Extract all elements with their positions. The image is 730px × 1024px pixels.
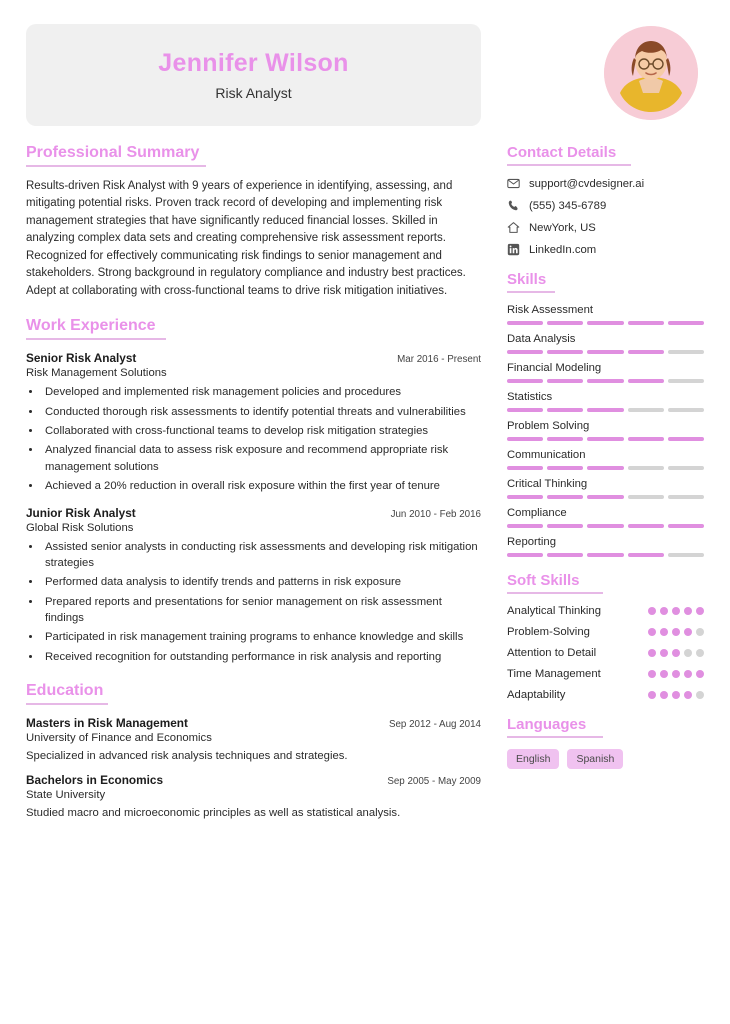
skill-segment	[628, 408, 664, 412]
rating-dot	[684, 670, 692, 678]
list-item: • Analyzed financial data to assess risk exposure and recommend appropriate risk management solutions	[42, 442, 481, 475]
section-languages	[507, 716, 704, 769]
skill-segment	[628, 495, 664, 499]
job-header	[26, 351, 481, 365]
degree-title: Bachelors in Economics	[26, 773, 164, 788]
rating-dot	[660, 607, 668, 615]
section-title: Contact Details	[507, 144, 617, 161]
skill-item	[507, 333, 704, 354]
skill-segment	[628, 524, 664, 528]
skill-segment	[628, 437, 664, 441]
phone-icon	[507, 199, 520, 212]
section-education	[26, 682, 481, 819]
section-underline	[507, 164, 631, 166]
rating-dot	[696, 649, 704, 657]
skill-segment	[587, 408, 623, 412]
contact-value: support@cvdesigner.ai	[529, 177, 645, 190]
list-item: • Achieved a 20% reduction in overall risk exposure within the first year of tenure	[42, 478, 481, 494]
skill-segment	[587, 321, 623, 325]
skill-segment	[668, 553, 704, 557]
job-organization: Global Risk Solutions	[26, 521, 134, 534]
soft-skill-item	[507, 605, 704, 617]
skill-segment	[668, 408, 704, 412]
section-underline	[26, 165, 206, 167]
job-entry	[26, 351, 481, 494]
skill-segment	[587, 379, 623, 383]
contact-linkedin[interactable]	[507, 243, 704, 256]
soft-skill-item	[507, 668, 704, 680]
rating-dot	[684, 691, 692, 699]
soft-skill-rating	[648, 607, 704, 615]
language-chip: English	[507, 749, 559, 769]
rating-dot	[696, 607, 704, 615]
skill-segment	[668, 466, 704, 470]
skill-segment	[587, 553, 623, 557]
skill-item	[507, 478, 704, 499]
skill-item	[507, 420, 704, 441]
skill-segment	[547, 350, 583, 354]
skill-segment	[668, 437, 704, 441]
job-title: Junior Risk Analyst	[26, 505, 136, 520]
rating-dot	[672, 691, 680, 699]
section-title: Soft Skills	[507, 572, 580, 589]
skill-level-bar	[507, 350, 704, 354]
soft-skill-label: Analytical Thinking	[507, 605, 601, 617]
skill-label: Communication	[507, 449, 586, 461]
section-underline	[507, 736, 603, 738]
section-underline	[507, 592, 603, 594]
skill-segment	[507, 379, 543, 383]
list-item: • Received recognition for outstanding performance in risk analysis and reporting	[42, 649, 481, 665]
rating-dot	[696, 670, 704, 678]
skill-label: Compliance	[507, 507, 567, 519]
skill-segment	[668, 321, 704, 325]
skill-label: Risk Assessment	[507, 304, 594, 316]
job-role: Risk Analyst	[215, 85, 292, 101]
section-underline	[26, 703, 108, 705]
skill-item	[507, 362, 704, 383]
rating-dot	[672, 628, 680, 636]
education-header	[26, 773, 481, 787]
skill-segment	[547, 437, 583, 441]
skill-segment	[507, 553, 543, 557]
section-underline	[26, 338, 166, 340]
rating-dot	[660, 649, 668, 657]
rating-dot	[684, 607, 692, 615]
skill-level-bar	[507, 495, 704, 499]
education-description: Specialized in advanced risk analysis techniques and strategies.	[26, 750, 348, 763]
linkedin-icon	[507, 243, 520, 256]
job-date: Jun 2010 - Feb 2016	[390, 508, 481, 520]
rating-dot	[648, 691, 656, 699]
soft-skill-rating	[648, 670, 704, 678]
rating-dot	[684, 628, 692, 636]
contact-phone[interactable]	[507, 199, 704, 212]
skill-segment	[587, 350, 623, 354]
skill-segment	[507, 495, 543, 499]
skill-level-bar	[507, 379, 704, 383]
avatar-illustration	[604, 26, 698, 120]
skill-label: Statistics	[507, 391, 553, 403]
rating-dot	[684, 649, 692, 657]
section-title: Professional Summary	[26, 144, 200, 161]
contact-value: NewYork, US	[529, 221, 596, 234]
skill-segment	[547, 408, 583, 412]
skill-segment	[668, 379, 704, 383]
section-soft-skills	[507, 572, 704, 701]
job-bullets	[42, 539, 481, 666]
rating-dot	[672, 649, 680, 657]
skill-segment	[668, 524, 704, 528]
page-title: Jennifer Wilson	[158, 49, 349, 77]
skill-segment	[507, 466, 543, 470]
summary-text: Results-driven Risk Analyst with 9 years of experience in identifying, assessing, and mitigating potential risks. Proven track record of developing and implementing risk management strategies that have significantly reduced financial losses. Skilled in analyzing complex data sets and creating comprehensive risk assessment reports. Recognized for effectively communicating risk findings to senior management and stakeholders. Strong background in regulatory compliance and industry best practices. Adept at collaborating with cross-functional teams to drive risk mitigation initiatives.	[26, 180, 466, 297]
right-column	[507, 144, 704, 784]
avatar	[604, 26, 698, 120]
list-item: • Assisted senior analysts in conducting risk assessments and developing risk mitigation strategies	[42, 539, 481, 572]
name-card	[26, 24, 481, 126]
skill-segment	[668, 350, 704, 354]
skill-label: Data Analysis	[507, 333, 576, 345]
section-professional-summary	[26, 144, 481, 300]
skill-level-bar	[507, 553, 704, 557]
skill-level-bar	[507, 321, 704, 325]
skill-item	[507, 507, 704, 528]
languages-list	[507, 749, 704, 769]
skill-segment	[547, 466, 583, 470]
rating-dot	[696, 691, 704, 699]
skill-level-bar	[507, 408, 704, 412]
job-title: Senior Risk Analyst	[26, 351, 137, 366]
soft-skill-label: Time Management	[507, 668, 601, 680]
skill-segment	[628, 466, 664, 470]
rating-dot	[648, 649, 656, 657]
left-column	[26, 144, 481, 836]
contact-location[interactable]	[507, 221, 704, 234]
section-title: Work Experience	[26, 317, 156, 335]
soft-skills-list	[507, 605, 704, 701]
list-item: • Conducted thorough risk assessments to identify potential threats and vulnerabilities	[42, 404, 481, 420]
skill-segment	[628, 553, 664, 557]
school-name: University of Finance and Economics	[26, 732, 212, 745]
language-chip: Spanish	[567, 749, 623, 769]
rating-dot	[672, 670, 680, 678]
section-title: Languages	[507, 716, 587, 733]
home-icon	[507, 221, 520, 234]
contact-value: (555) 345-6789	[529, 199, 607, 212]
skill-segment	[507, 524, 543, 528]
list-item: • Participated in risk management training programs to enhance knowledge and skills	[42, 629, 481, 645]
skill-segment	[587, 466, 623, 470]
job-header	[26, 506, 481, 520]
education-date: Sep 2005 - May 2009	[387, 776, 481, 788]
skill-level-bar	[507, 466, 704, 470]
job-entry	[26, 506, 481, 666]
skill-segment	[547, 379, 583, 383]
section-title: Skills	[507, 271, 547, 288]
skill-segment	[547, 495, 583, 499]
section-skills	[507, 271, 704, 557]
skill-segment	[547, 321, 583, 325]
skill-label: Reporting	[507, 536, 556, 548]
list-item: • Prepared reports and presentations for senior management on risk assessment findings	[42, 594, 481, 627]
education-entry	[26, 716, 481, 762]
soft-skill-label: Attention to Detail	[507, 647, 597, 659]
education-header	[26, 716, 481, 730]
list-item: • Developed and implemented risk management policies and procedures	[42, 384, 481, 400]
rating-dot	[660, 691, 668, 699]
skill-segment	[628, 321, 664, 325]
skill-segment	[587, 524, 623, 528]
skill-item	[507, 391, 704, 412]
section-contact-details	[507, 144, 704, 256]
skill-label: Problem Solving	[507, 420, 590, 432]
degree-title: Masters in Risk Management	[26, 716, 188, 731]
resume-body	[26, 144, 704, 836]
section-work-experience	[26, 317, 481, 665]
skill-segment	[547, 553, 583, 557]
rating-dot	[660, 628, 668, 636]
skill-segment	[507, 350, 543, 354]
skill-level-bar	[507, 437, 704, 441]
rating-dot	[660, 670, 668, 678]
envelope-icon	[507, 177, 520, 190]
rating-dot	[648, 607, 656, 615]
contact-value: LinkedIn.com	[529, 243, 597, 256]
list-item: • Collaborated with cross-functional teams to develop risk mitigation strategies	[42, 423, 481, 439]
soft-skill-item	[507, 689, 704, 701]
soft-skill-label: Adaptability	[507, 689, 566, 701]
contact-email[interactable]	[507, 177, 704, 190]
soft-skill-item	[507, 626, 704, 638]
soft-skill-label: Problem-Solving	[507, 626, 590, 638]
skill-label: Critical Thinking	[507, 478, 588, 490]
skill-item	[507, 304, 704, 325]
skill-segment	[628, 350, 664, 354]
soft-skill-rating	[648, 628, 704, 636]
skill-segment	[628, 379, 664, 383]
job-bullets	[42, 384, 481, 494]
list-item: • Performed data analysis to identify trends and patterns in risk exposure	[42, 574, 481, 590]
skill-segment	[587, 495, 623, 499]
job-date: Mar 2016 - Present	[397, 354, 481, 366]
school-name: State University	[26, 789, 106, 802]
skill-item	[507, 449, 704, 470]
education-description: Studied macro and microeconomic principles as well as statistical analysis.	[26, 807, 401, 820]
education-entry	[26, 773, 481, 819]
resume-header	[26, 24, 704, 126]
skill-label: Financial Modeling	[507, 362, 602, 374]
skills-list	[507, 304, 704, 557]
rating-dot	[648, 628, 656, 636]
skill-segment	[668, 495, 704, 499]
section-title: Education	[26, 682, 104, 700]
skill-segment	[587, 437, 623, 441]
rating-dot	[648, 670, 656, 678]
job-organization: Risk Management Solutions	[26, 367, 167, 380]
skill-level-bar	[507, 524, 704, 528]
rating-dot	[672, 607, 680, 615]
skill-item	[507, 536, 704, 557]
skill-segment	[507, 408, 543, 412]
skill-segment	[547, 524, 583, 528]
skill-segment	[507, 321, 543, 325]
skill-segment	[507, 437, 543, 441]
soft-skill-rating	[648, 691, 704, 699]
soft-skill-rating	[648, 649, 704, 657]
section-underline	[507, 291, 555, 293]
soft-skill-item	[507, 647, 704, 659]
rating-dot	[696, 628, 704, 636]
education-date: Sep 2012 - Aug 2014	[388, 719, 481, 731]
